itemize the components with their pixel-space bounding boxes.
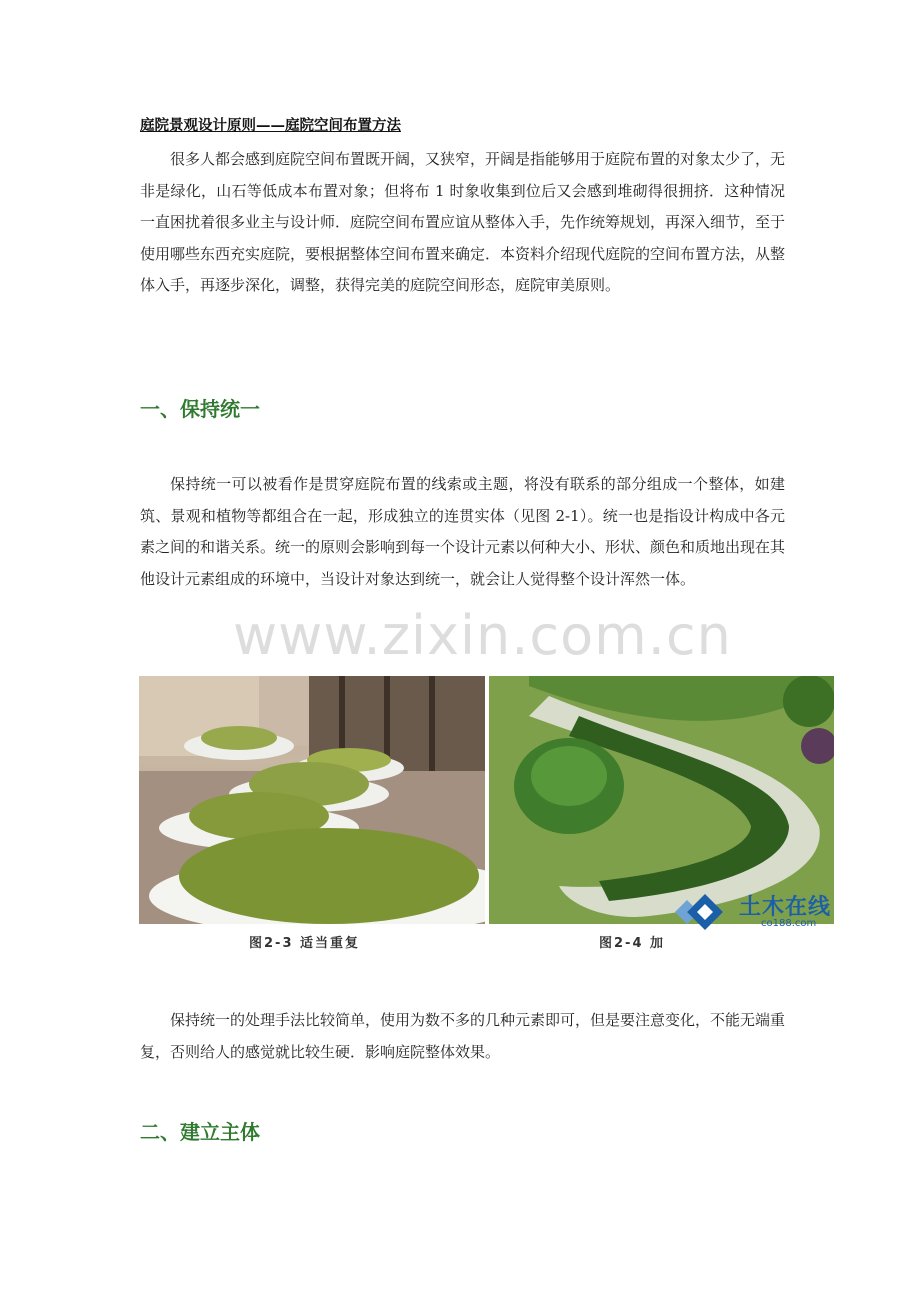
unity-paragraph: 保持统一可以被看作是贯穿庭院布置的线索或主题，将没有联系的部分组成一个整体，如建筑、景观和植物等都组合在一起，形成独立的连贯实体（见图 2-1）。统一也是指设计构成中各元素之间的和谐关系。统一的原则会影响到每一个设计元素以何种大小、形状、颜色和质地出现在其他设计元素组成的环境中，当设计对象达到统一，就会让人觉得整个设计浑然一体。 (140, 475, 786, 588)
document-title: 庭院景观设计原则——庭院空间布置方法 (140, 117, 401, 134)
unity-method-paragraph: 保持统一的处理手法比较简单，使用为数不多的几种元素即可，但是要注意变化，不能无端重复，否则给人的感觉就比较生硬．影响庭院整体效果。 (140, 1011, 786, 1061)
section-heading-unity: 一、保持统一 (140, 397, 260, 421)
figure-garden-photos (139, 676, 834, 958)
figure-caption-right: 图2-4 加 (599, 936, 666, 951)
logo-text: 土木在线 (739, 895, 832, 920)
figure-caption-left: 图2-3 适当重复 (249, 936, 361, 951)
logo-subtext: co188.com (761, 918, 817, 929)
intro-paragraph: 很多人都会感到庭院空间布置既开阔，又狭窄，开阔是指能够用于庭院布置的对象太少了，无非是绿化，山石等低成本布置对象；但将布 1 时象收集到位后又会感到堆砌得很拥挤．这种情况一直困扰着很多业主与设计师．庭院空间布置应谊从整体入手，先作统筹规划，再深入细节，至于使用哪些东西充实庭院，要根据整体空间布置来确定．本资料介绍现代庭院的空间布置方法，从整体入手，再逐步深化，调整，获得完美的庭院空间形态，庭院审美原则。 (140, 150, 786, 294)
photo-moss-planters (139, 676, 485, 924)
section-heading-subject: 二、建立主体 (140, 1120, 260, 1144)
moss-planters-illustration (139, 676, 485, 924)
watermark-text: www.zixin.com.cn (233, 604, 732, 667)
